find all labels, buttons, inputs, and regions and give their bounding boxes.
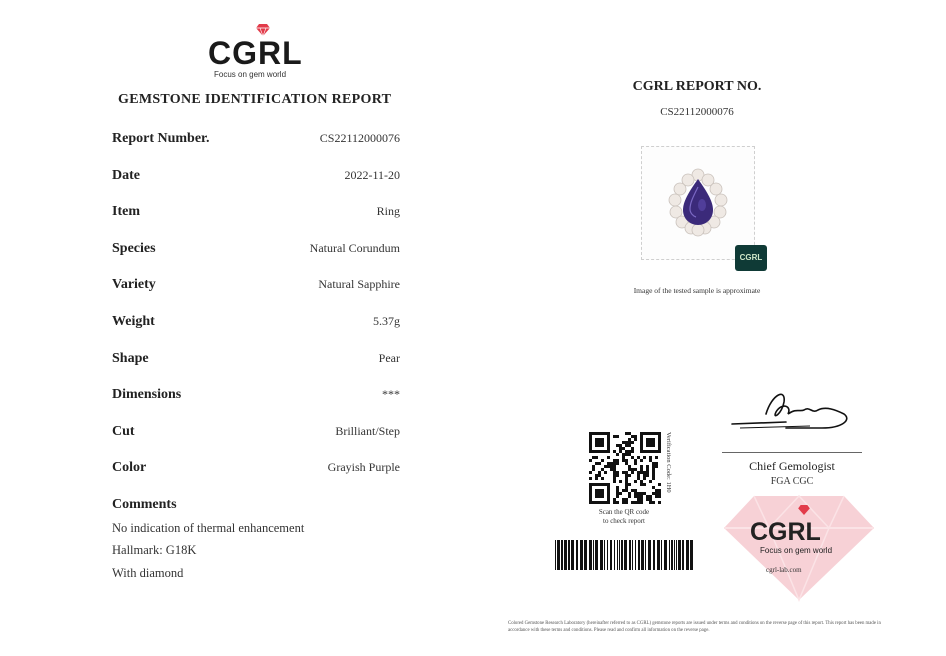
field-label: Cut: [112, 424, 135, 439]
field-label: Report Number.: [112, 131, 210, 146]
field-label: Species: [112, 241, 156, 256]
comment-line: No indication of thermal enhancement: [112, 521, 305, 535]
sample-photo: [641, 146, 755, 260]
report-number-value: CS22112000076: [660, 106, 734, 118]
report-title: GEMSTONE IDENTIFICATION REPORT: [118, 92, 392, 107]
field-value: 5.37g: [373, 314, 400, 328]
field-value: Ring: [376, 204, 400, 218]
footer-disclaimer: Colored Gemstone Research Laboratory (hereinafter referred to as CGRL) gemstone reports are issued under terms and conditions on the reverse page of this report. This report has been made in accordance with these terms and conditions. Please read and confirm all information on the reverse page.: [508, 621, 881, 633]
verification-code-text: Verification Code: 1H0: [665, 432, 672, 493]
field-value: Natural Sapphire: [318, 277, 400, 291]
field-value: Natural Corundum: [309, 241, 400, 255]
comment-line: With diamond: [112, 566, 184, 580]
photo-caption: Image of the tested sample is approximate: [633, 286, 761, 295]
field-value: ***: [382, 387, 400, 401]
comments-title: Comments: [112, 497, 177, 512]
gemologist-credentials: FGA CGC: [770, 476, 814, 487]
barcode: [555, 540, 697, 570]
stamp-website: cgrl-lab.com: [766, 566, 802, 574]
verification-code: [660, 432, 674, 506]
qr-caption-line: to check report: [603, 517, 645, 525]
qr-caption-line: Scan the QR code: [598, 508, 650, 516]
field-label: Weight: [112, 314, 155, 329]
field-label: Item: [112, 204, 140, 219]
field-label: Dimensions: [112, 387, 182, 402]
stamp-logo-gem-icon: [798, 505, 810, 515]
signature-line: [722, 452, 862, 453]
qr-caption: [582, 508, 666, 526]
qr-code[interactable]: [589, 432, 661, 504]
field-value: 2022-11-20: [344, 168, 400, 182]
signature: [726, 384, 866, 444]
field-label: Variety: [112, 277, 156, 292]
field-label: Shape: [112, 351, 149, 366]
stamp-tagline: Focus on gem world: [760, 546, 833, 555]
comment-line: Hallmark: G18K: [112, 543, 197, 557]
field-label: Color: [112, 460, 147, 475]
stamp-logo-text: CGRL: [750, 518, 821, 546]
field-value: Brilliant/Step: [335, 424, 400, 438]
report-number-title: CGRL REPORT NO.: [632, 79, 762, 94]
field-value: Grayish Purple: [327, 460, 400, 474]
ring-image: [642, 147, 754, 259]
gemologist-title: Chief Gemologist: [749, 459, 835, 473]
photo-badge: CGRL: [735, 245, 767, 271]
brand-logo-text: CGRL: [208, 35, 303, 71]
field-value: Pear: [378, 351, 400, 365]
field-label: Date: [112, 168, 140, 183]
field-value: CS22112000076: [319, 131, 400, 145]
brand-tagline: Focus on gem world: [214, 70, 287, 79]
